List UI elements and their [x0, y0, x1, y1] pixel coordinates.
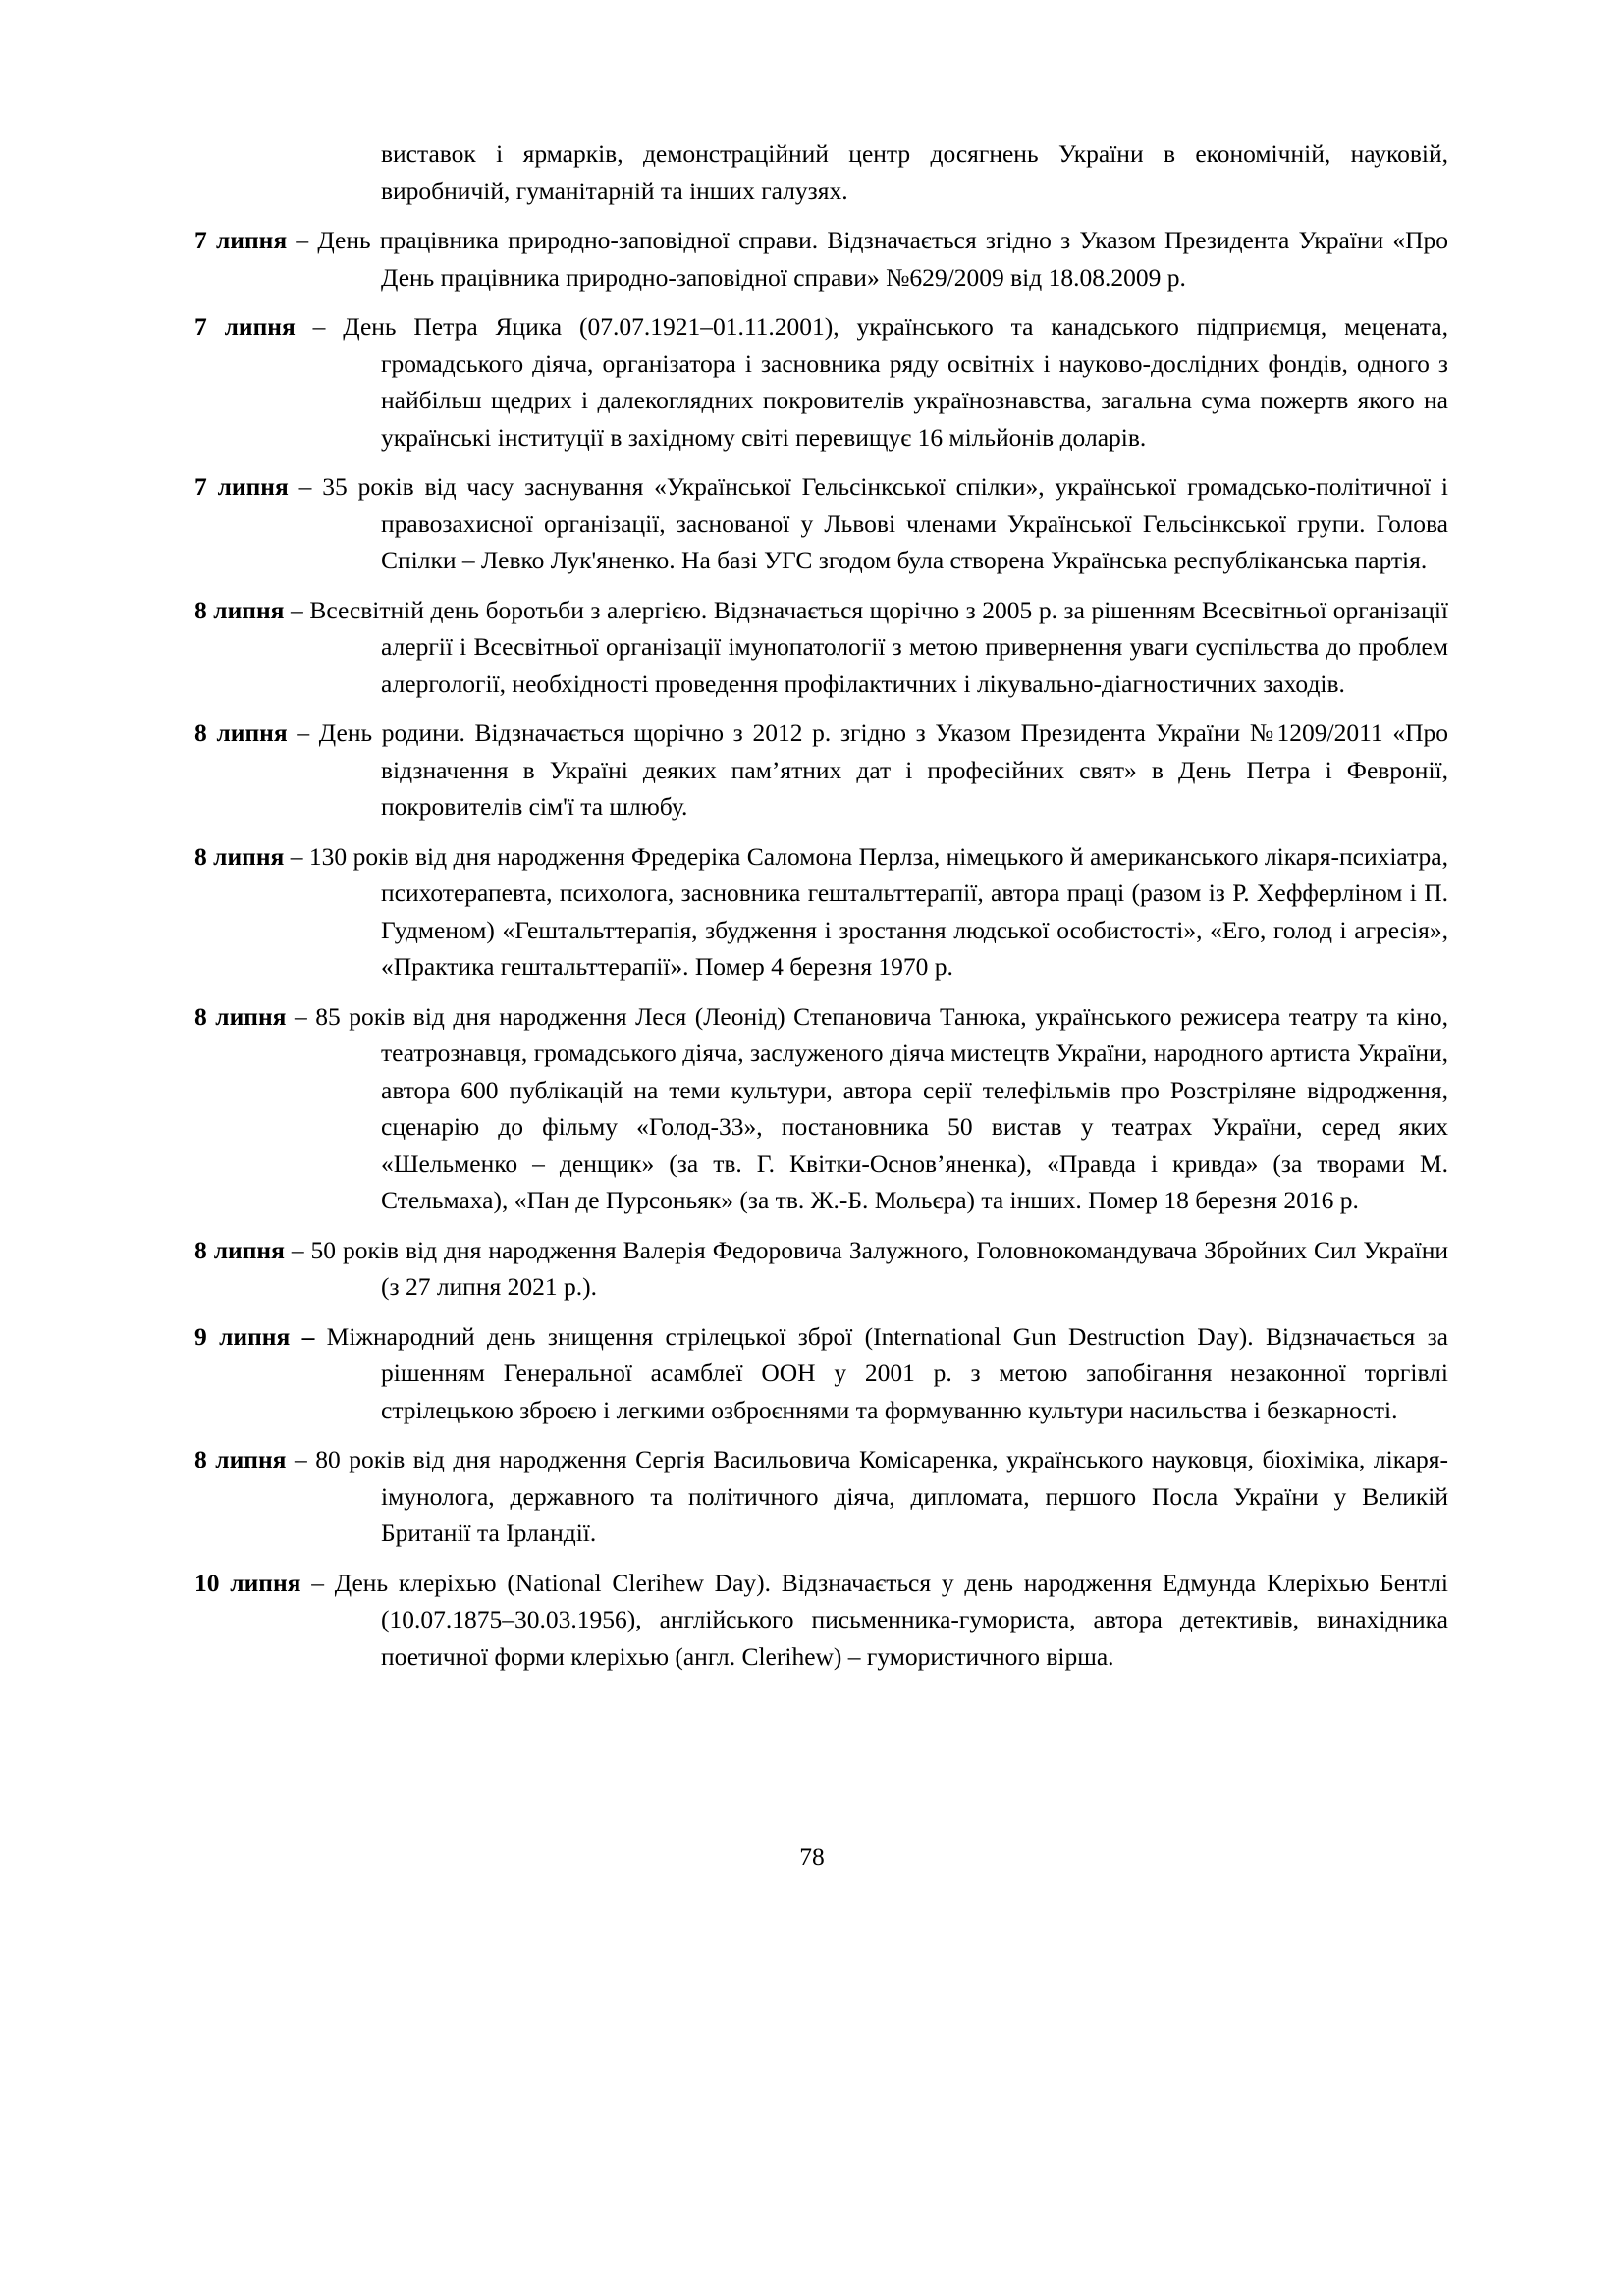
entry-date: 7 липня — [194, 226, 288, 254]
date-entry — [194, 1441, 1448, 1552]
entry-separator: – — [284, 841, 309, 871]
continuation-paragraph: виставок і ярмарків, демонстраційний центр досягнень України в економічній, науковій, виробничій, гуманітарній та інших галузях. — [381, 139, 1448, 205]
date-entry — [194, 308, 1448, 455]
entry-separator: – — [287, 719, 319, 747]
entry-date: 8 липня — [194, 1445, 287, 1473]
entry-text: 50 років від дня народження Валерія Федоровича Залужного, Головнокомандувача Збройних Сил України (з 27 липня 2021 р.). — [310, 1235, 1449, 1301]
entry-separator: – — [284, 595, 310, 624]
entry-date: 8 липня — [194, 1235, 285, 1264]
entry-separator: – — [288, 472, 323, 501]
entry-text: 80 років від дня народження Сергія Васильовича Комісаренка, українського науковця, біохіміка, лікаря-імунолога, державного та політичного діяча, дипломата, першого Посла України у Великій Британії та Ірландії. — [315, 1445, 1448, 1547]
date-entry — [194, 998, 1448, 1219]
entry-text: Міжнародний день знищення стрілецької зброї (International Gun Destruction Day). Відзначається за рішенням Генеральної асамблеї ООН у 2001 р. з метою запобігання незаконної торгівлі стрілецькою зброєю і легкими озброєннями та формуванню культури насильства і безкарності. — [326, 1321, 1448, 1424]
entry-date: 7 липня — [194, 472, 289, 501]
date-entry — [194, 1318, 1448, 1429]
entry-separator: – — [287, 226, 318, 254]
date-entry — [194, 715, 1448, 826]
entry-date: 9 липня – — [194, 1321, 315, 1351]
entry-separator: – — [295, 312, 344, 341]
entry-date: 8 липня — [194, 719, 288, 747]
entry-date: 7 липня — [194, 312, 296, 341]
page-number: 78 — [799, 1842, 825, 1871]
entry-text: День працівника природно-заповідної справи. Відзначається згідно з Указом Президента України «Про День працівника природно-заповідної справи» №629/2009 від 18.08.2009 р. — [317, 226, 1449, 292]
entry-date: 10 липня — [194, 1568, 301, 1597]
entry-text: День родини. Відзначається щорічно з 2012 р. згідно з Указом Президента України №1209/2011 «Про відзначення в Україні деяких пам’ятних дат і професійних свят» в День Петра і Февронії, покровителів сім'ї та шлюбу. — [318, 719, 1449, 821]
entry-separator: – — [300, 1568, 335, 1597]
date-entry — [194, 1232, 1448, 1306]
entry-text: 130 років від дня народження Фредеріка Саломона Перлза, німецького й американського лікаря-психіатра, психотерапевта, психолога, засновника гештальттерапії, автора праці (разом із Р. Хефферліном і П. Гудменом) «Гештальттерапія, збудження і зростання людської особистості», «Его, голод і агресія», «Практика гештальттерапії». Помер 4 березня 1970 р. — [308, 841, 1448, 981]
entry-text: 35 років від часу заснування «Української Гельсінкської спілки», української громадсько-політичної і правозахисної організації, заснованої у Львові членами Української Гельсінкської групи. Голова Спілки – Левко Лук'яненко. На базі УГС згодом була створена Українська республіканська партія. — [322, 472, 1449, 574]
entry-separator: – — [286, 1445, 316, 1473]
entry-separator: – — [284, 1235, 311, 1264]
date-entry — [194, 1565, 1448, 1676]
entry-text: День Петра Яцика (07.07.1921–01.11.2001), українського та канадського підприємця, мецената, громадського діяча, організатора і засновника ряду освітніх і науково-дослідних фондів, одного з найбільш щедрих і далекоглядних покровителів українознавства, загальна сума пожертв якого на українські інституції в західному світі перевищує 16 мільйонів доларів. — [343, 312, 1449, 452]
entry-date: 8 липня — [194, 1001, 287, 1031]
date-entry — [194, 592, 1448, 703]
date-entry — [194, 838, 1448, 986]
entry-text: Всесвітній день боротьби з алергією. Відзначається щорічно з 2005 р. за рішенням Всесвітньої організації алергії і Всесвітньої організації імунопатології з метою привернення уваги суспільства до проблем алергології, необхідності проведення профілактичних і лікувально-діагностичних заходів. — [309, 595, 1449, 698]
date-entry — [194, 222, 1448, 295]
entry-date: 8 липня — [194, 841, 285, 871]
entry-text: 85 років від дня народження Леся (Леонід) Степановича Танюка, українського режисера театру та кіно, театрознавця, громадського діяча, заслуженого діяча мистецтв України, народного артиста України, автора 600 публікацій на теми культури, автора серії телефільмів про Розстріляне відродження, сценарію до фільму «Голод-33», постановника 50 вистав у театрах України, серед яких «Шельменко – денщик» (за тв. Г. Квітки-Основ’яненка), «Правда і кривда» (за творами М. Стельмаха), «Пан де Пурсоньяк» (за тв. Ж.-Б. Мольєра) та інших. Помер 18 березня 2016 р. — [315, 1001, 1448, 1214]
date-entry — [194, 468, 1448, 579]
entry-separator — [314, 1322, 326, 1351]
entry-date: 8 липня — [194, 595, 285, 624]
entry-text: День клеріхью (National Clerihew Day). Відзначається у день народження Едмунда Клеріхью Бентлі (10.07.1875–30.03.1956), англійського письменника-гумориста, автора детективів, винахідника поетичної форми клеріхью (англ. Clerihew) – гумористичного вірша. — [334, 1568, 1449, 1671]
entry-separator: – — [286, 1001, 316, 1031]
entries-list — [194, 222, 1448, 1675]
document-page — [194, 135, 1448, 1687]
